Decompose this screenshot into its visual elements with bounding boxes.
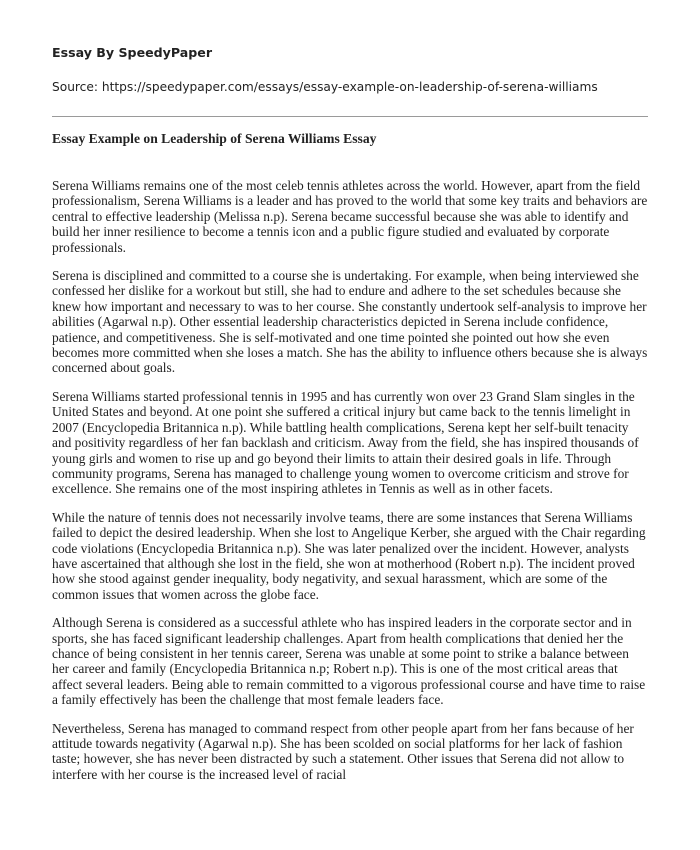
paragraph-2: Serena is disciplined and committed to a course she is undertaking. For example, when being interviewed she confessed her dislike for a workout but still, she had to endure and adhere to the set schedules because she knew how important and necessary to was to her course. She constantly undertook self-analysis to improve her abilities (Agarwal n.p). Other essential leadership characteristics depicted in Serena include confidence, patience, and competitiveness. She is self-motivated and one time pointed she pointed out how she even becomes more committed when she loses a match. She has the ability to influence others because she is always concerned about goals. bbox=[52, 268, 648, 376]
brand-heading: Essay By SpeedyPaper bbox=[52, 45, 213, 60]
paragraph-3: Serena Williams started professional tennis in 1995 and has currently won over 23 Grand Slam singles in the United States and beyond. At one point she suffered a critical injury but came back to the tennis limelight in 2007 (Encyclopedia Britannica n.p). While battling health complications, Serena kept her self-built tenacity and positivity regardless of her fan backlash and criticism. Away from the field, she has inspired thousands of young girls and women to rise up and go beyond their limits to attain their desired goals in life. Through community programs, Serena has managed to challenge young women to overcome criticism and strove for excellence. She remains one of the most inspiring athletes in Tennis as well as in other facets. bbox=[52, 388, 639, 497]
essay-body bbox=[52, 178, 648, 782]
essay-title: Essay Example on Leadership of Serena Williams Essay bbox=[52, 131, 377, 146]
header-divider bbox=[52, 116, 648, 117]
paragraph-6: Nevertheless, Serena has managed to command respect from other people apart from her fans because of her attitude towards negativity (Agarwal n.p). She has been scolded on social platforms for her lack of fashion taste; however, she has never been distracted by such a statement. Other issues that Serena did not allow to interfere with her course is the increased level of racial bbox=[52, 720, 634, 782]
paragraph-5: Although Serena is considered as a successful athlete who has inspired leaders in the corporate sector and in sports, she has faced significant leadership challenges. Apart from health complications that denied her the chance of being consistent in her tennis career, Serena was unable at some point to strike a balance between her career and family (Encyclopedia Britannica n.p; Robert n.p). This is one of the most critical areas that affect several leaders. Being able to remain committed to a vigorous professional course and have time to raise a family effectively has been the challenge that most female leaders face. bbox=[52, 615, 646, 708]
source-line: Source: https://speedypaper.com/essays/essay-example-on-leadership-of-serena-williams bbox=[52, 80, 598, 94]
paragraph-4: While the nature of tennis does not necessarily involve teams, there are some instances that Serena Williams failed to depict the desired leadership. When she lost to Angelique Kerber, she argued with the Chair regarding code violations (Encyclopedia Britannica n.p). She was later penalized over the incident. However, analysts have ascertained that although she lost in the field, she won at motherhood (Robert n.p). The incident proved how she stood against gender inequality, body negativity, and sexual harassment, which are some of the common issues that women across the globe face. bbox=[52, 509, 646, 602]
paragraph-1: Serena Williams remains one of the most celeb tennis athletes across the world. However, apart from the field professionalism, Serena Williams is a leader and has proved to the world that some key traits and behaviors are central to effective leadership (Melissa n.p). Serena became successful because she was able to identify and build her inner resilience to become a tennis icon and a public figure studied and evaluated by corporate professionals. bbox=[52, 178, 648, 255]
